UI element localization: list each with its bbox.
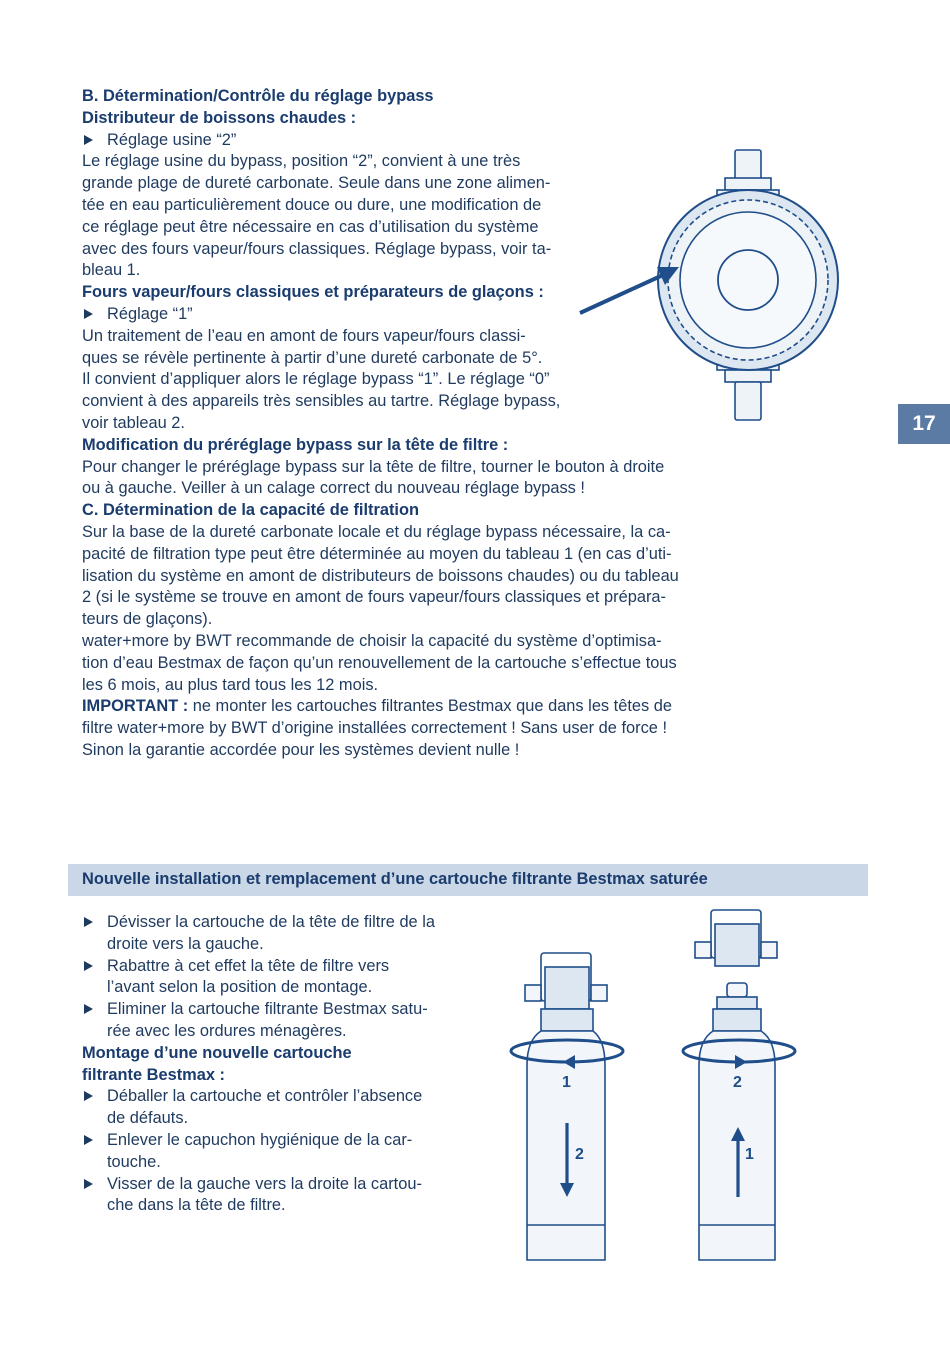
section-c-heading: C. Détermination de la capacité de filtration <box>82 501 419 520</box>
preset-change-heading: Modification du préréglage bypass sur la tête de filtre : <box>82 435 509 454</box>
paragraph-line: grande plage de dureté carbonate. Seule dans une zone alimen- <box>82 174 551 193</box>
paragraph-line: 2 (si le système se trouve en amont de fours vapeur/fours classiques et prépara- <box>82 588 666 607</box>
paragraph-line: ques se révèle pertinente à partir d’une dureté carbonate de 5°. <box>82 348 543 367</box>
removal-steps <box>82 912 435 1217</box>
ovens-heading: Fours vapeur/fours classiques et préparateurs de glaçons : <box>82 283 544 302</box>
section-b-heading: B. Détermination/Contrôle du réglage bypass <box>82 87 434 105</box>
paragraph-line: water+more by BWT recommande de choisir la capacité du système d’optimisa- <box>82 631 662 650</box>
list-item: Visser de la gauche vers la droite la cartou- che dans la tête de filtre. <box>82 1174 435 1218</box>
paragraph-line: Pour changer le préréglage bypass sur la tête de filtre, tourner le bouton à droite <box>82 457 665 476</box>
paragraph-line: teurs de glaçons). <box>82 610 213 629</box>
mounting-heading-line2: filtrante Bestmax : <box>82 1065 226 1084</box>
setting-1-bullet: Réglage “1” <box>82 304 679 326</box>
paragraph-line: Sur la base de la dureté carbonate locale et du réglage bypass nécessaire, la ca- <box>82 522 671 541</box>
list-item: Dévisser la cartouche de la tête de filtre de la droite vers la gauche. <box>82 912 435 956</box>
paragraph-line: Le réglage usine du bypass, position “2”, convient à une très <box>82 152 521 171</box>
paragraph-line: avec des fours vapeur/fours classiques. Réglage bypass, voir ta- <box>82 239 552 258</box>
paragraph-line: tion d’eau Bestmax de façon qu’un renouvellement de la cartouche s’effectue tous <box>82 653 677 672</box>
paragraph-line: bleau 1. <box>82 261 141 280</box>
bullet-triangle-icon <box>84 1135 93 1145</box>
paragraph-line: ce réglage peut être nécessaire en cas d’utilisation du système <box>82 217 539 236</box>
left-pull-step-label: 2 <box>575 1146 584 1163</box>
list-item: Enlever le capuchon hygiénique de la car- touche. <box>82 1130 435 1174</box>
right-rotate-step-label: 2 <box>733 1074 742 1091</box>
list-item: Eliminer la cartouche filtrante Bestmax satu- rée avec les ordures ménagères. <box>82 999 435 1043</box>
page-number-tab: 17 <box>898 404 950 444</box>
section-band-title: Nouvelle installation et remplacement d’une cartouche filtrante Bestmax saturée <box>82 870 708 888</box>
section-band <box>68 864 868 896</box>
paragraph-line: lisation du système en amont de distributeurs de boissons chaudes) ou du tableau <box>82 566 679 585</box>
bullet-triangle-icon <box>84 135 93 145</box>
right-push-step-label: 1 <box>745 1146 754 1163</box>
bullet-triangle-icon <box>84 917 93 927</box>
bullet-triangle-icon <box>84 1091 93 1101</box>
list-item: Rabattre à cet effet la tête de filtre vers l’avant selon la position de montage. <box>82 956 435 1000</box>
list-item: Déballer la cartouche et contrôler l’absence de défauts. <box>82 1086 435 1130</box>
paragraph-line: ou à gauche. Veiller à un calage correct du nouveau réglage bypass ! <box>82 479 585 498</box>
bullet-triangle-icon <box>84 309 93 319</box>
factory-setting-bullet: Réglage usine “2” <box>82 130 679 152</box>
bullet-triangle-icon <box>84 1004 93 1014</box>
paragraph-line: Sinon la garantie accordée pour les systèmes devient nulle ! <box>82 740 520 759</box>
left-rotate-step-label: 1 <box>562 1074 571 1091</box>
paragraph-line: tée en eau particulièrement douce ou dure, une modification de <box>82 195 542 214</box>
paragraph-line: pacité de filtration type peut être déterminée au moyen du tableau 1 (en cas d’uti- <box>82 544 672 563</box>
paragraph-line: filtre water+more by BWT d’origine installées correctement ! Sans user de force ! <box>82 719 667 738</box>
paragraph-line: voir tableau 2. <box>82 413 185 432</box>
bullet-triangle-icon <box>84 1179 93 1189</box>
bullet-triangle-icon <box>84 961 93 971</box>
paragraph-line: les 6 mois, au plus tard tous les 12 mois. <box>82 675 379 694</box>
hot-drinks-heading: Distributeur de boissons chaudes : <box>82 108 357 127</box>
filter-head-illustration <box>575 145 875 430</box>
paragraph-line: Un traitement de l’eau en amont de fours vapeur/fours classi- <box>82 326 526 345</box>
cartridge-change-illustration <box>505 905 815 1275</box>
mounting-heading: Montage d’une nouvelle cartouche <box>82 1043 352 1062</box>
important-notice: IMPORTANT : ne monter les cartouches filtrantes Bestmax que dans les têtes de <box>82 697 672 716</box>
paragraph-line: convient à des appareils très sensibles au tartre. Réglage bypass, <box>82 392 561 411</box>
paragraph-line: Il convient d’appliquer alors le réglage bypass “1”. Le réglage “0” <box>82 370 550 389</box>
